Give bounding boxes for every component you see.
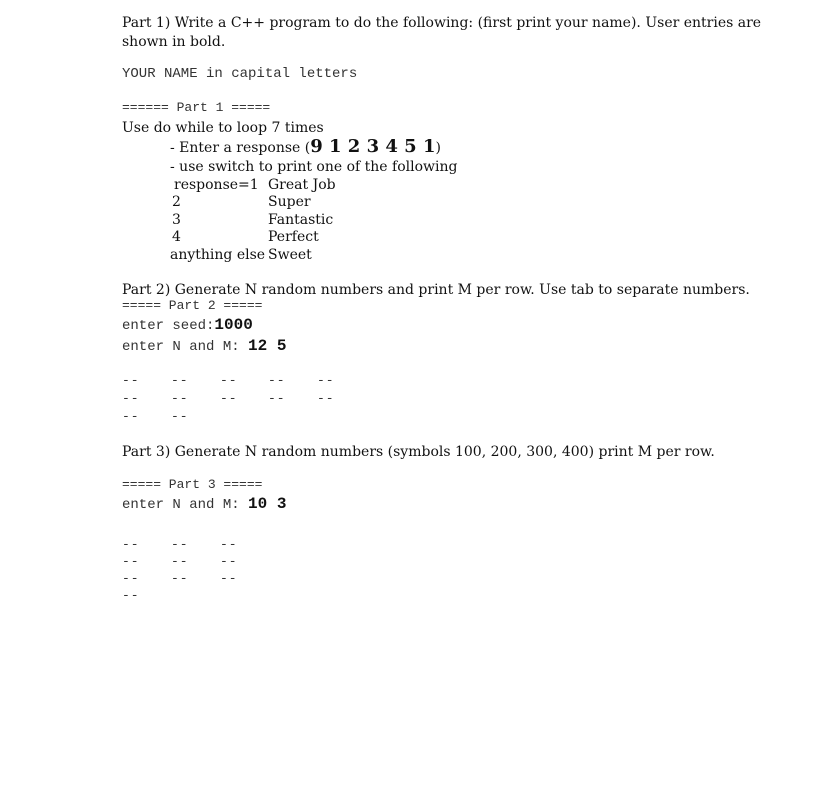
- response-key: 2: [172, 194, 181, 210]
- output-dash: --: [171, 554, 189, 569]
- output-dash: --: [122, 571, 140, 586]
- your-name-line: YOUR NAME in capital letters: [122, 66, 358, 82]
- output-dash: --: [122, 588, 140, 603]
- output-dash: --: [268, 391, 286, 406]
- output-dash: --: [220, 554, 238, 569]
- output-dash: --: [171, 537, 189, 552]
- output-dash: --: [268, 373, 286, 388]
- response-key: anything else: [170, 247, 266, 263]
- nm-label: enter N and M:: [122, 497, 249, 513]
- seed-value: 1000: [214, 316, 253, 334]
- response-value: Perfect: [268, 229, 319, 245]
- output-dash: --: [317, 391, 335, 406]
- nm-value: 10 3: [248, 495, 287, 513]
- enter-response-suffix: ): [435, 140, 441, 156]
- part3-intro: Part 3) Generate N random numbers (symbols 100, 200, 300, 400) print M per row.: [122, 444, 715, 460]
- part2-intro: Part 2) Generate N random numbers and print M per row. Use tab to separate numbers.: [122, 282, 750, 298]
- output-dash: --: [122, 554, 140, 569]
- part1-header: ====== Part 1 =====: [122, 100, 271, 115]
- part2-header: ===== Part 2 =====: [122, 298, 263, 313]
- part3-nm-line: [122, 495, 286, 513]
- output-dash: --: [122, 391, 140, 406]
- output-dash: --: [220, 537, 238, 552]
- response-value: Fantastic: [268, 212, 334, 228]
- output-dash: --: [171, 391, 189, 406]
- part1-intro-line1: Part 1) Write a C++ program to do the following: (first print your name). User entries are: [122, 15, 762, 31]
- output-dash: --: [220, 571, 238, 586]
- part3-header: ===== Part 3 =====: [122, 477, 263, 492]
- output-dash: --: [220, 373, 238, 388]
- part1-loop-text: Use do while to loop 7 times: [122, 120, 324, 136]
- enter-response-line: [170, 138, 441, 157]
- seed-line: [122, 316, 253, 334]
- enter-response-prefix: - Enter a response (: [170, 140, 311, 156]
- nm-value: 12 5: [248, 337, 287, 355]
- switch-line: - use switch to print one of the following: [170, 159, 458, 175]
- output-dash: --: [122, 537, 140, 552]
- output-dash: --: [122, 373, 140, 388]
- output-dash: --: [171, 409, 189, 424]
- part1-intro-line2: shown in bold.: [122, 34, 226, 50]
- response-key: 3: [172, 212, 181, 228]
- output-dash: --: [171, 373, 189, 388]
- nm-label: enter N and M:: [122, 339, 249, 355]
- output-dash: --: [317, 373, 335, 388]
- part2-nm-line: [122, 337, 286, 355]
- output-dash: --: [122, 409, 140, 424]
- output-dash: --: [220, 391, 238, 406]
- response-key: response=1: [174, 177, 259, 193]
- response-values: 9 1 2 3 4 5 1: [310, 136, 436, 157]
- response-key: 4: [172, 229, 181, 245]
- output-dash: --: [171, 571, 189, 586]
- seed-label: enter seed:: [122, 318, 215, 334]
- response-value: Super: [268, 194, 311, 210]
- response-value: Sweet: [268, 247, 312, 263]
- response-value: Great Job: [268, 177, 336, 193]
